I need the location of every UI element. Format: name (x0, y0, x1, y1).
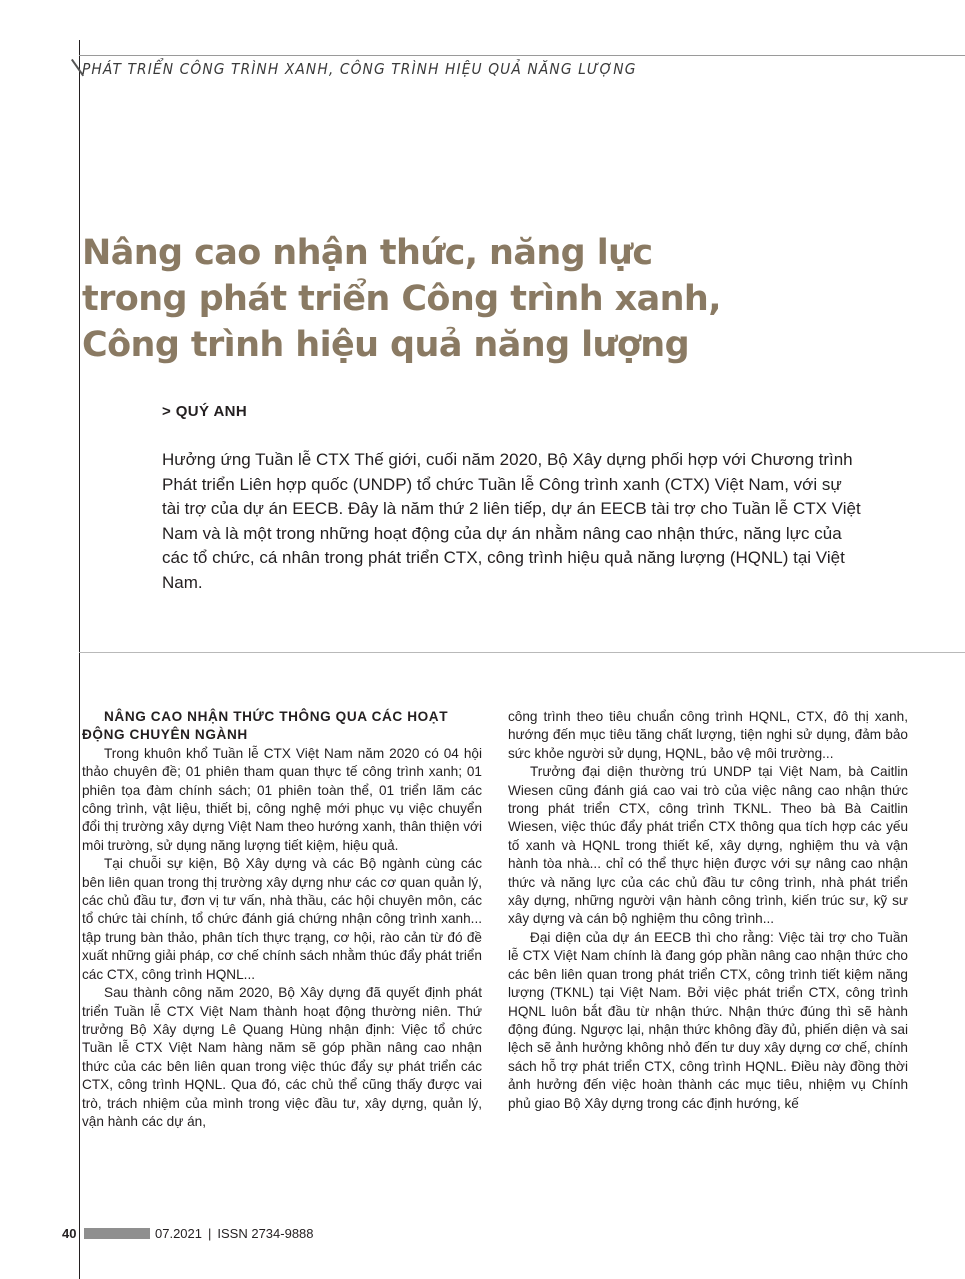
title-line-3: Công trình hiệu quả năng lượng (82, 325, 690, 365)
title-line-2: trong phát triển Công trình xanh, (82, 279, 721, 319)
running-head-text: PHÁT TRIỂN CÔNG TRÌNH XANH, CÔNG TRÌNH HIỆU QUẢ NĂNG LƯỢNG (82, 60, 637, 78)
body-paragraph: công trình theo tiêu chuẩn công trình HQNL, CTX, đô thị xanh, hướng đến mục tiêu tăng chất lượng, tiện nghi sử dụng, đảm bảo sức khỏe người sử dụng, HQNL, bảo vệ môi trường... (508, 709, 908, 761)
page-number: 40 (62, 1225, 77, 1241)
body-paragraph: Sau thành công năm 2020, Bộ Xây dựng đã quyết định phát triển Tuần lễ CTX Việt Nam thành hoạt động thường niên. Thứ trưởng Bộ Xây dựng Lê Quang Hùng nhận định: Việc tổ chức Tuần lễ CTX Việt Nam hàng năm sẽ góp phần nâng cao nhận thức của các bên liên quan trong việc thúc đẩy sự phát triển các CTX, công trình HQNL. Qua đó, các chủ thể cũng thấy được vai trò, trách nhiệm của mình trong việc đầu tư, xây dựng, quản lý, vận hành các dự án, (82, 985, 482, 1129)
body-paragraph: Trưởng đại diện thường trú UNDP tại Việt Nam, bà Caitlin Wiesen cũng đánh giá cao vai trò của việc nâng cao nhận thức trong phát triển CTX, công trình TKNL. Theo bà Bà Caitlin Wiesen, việc thúc đẩy phát triển CTX thông qua tích hợp các yếu tố xanh và HQNL trong thiết kế, xây dựng, nghiệm thu và vận hành tòa nhà... chỉ có thể thực hiện được với sự nâng cao nhận thức và năng lực của các chủ đầu tư công trình, nhà phát triển xây dựng, những người vận hành công trình, kiến trúc sư, kỹ sư xây dựng và cán bộ nghiệm thu công trình... (508, 764, 908, 927)
page-footer (62, 1225, 314, 1241)
footer-separator: | (208, 1225, 212, 1241)
column-right (508, 708, 908, 1113)
byline: > QUÝ ANH (162, 403, 248, 420)
body-paragraph: Đại diện của dự án EECB thì cho rằng: Việc tài trợ cho Tuần lễ CTX Việt Nam chính là đang góp phần nâng cao nhận thức cho các bên liên quan trong phát triển CTX, công trình tiết kiệm năng lượng (TKNL) tại Việt Nam. Bởi việc phát triển CTX, công trình HQNL luôn bắt đầu từ nhận thức. Nhận thức đúng thì sẽ hành động đúng. Ngược lại, nhận thức không đầy đủ, phiến diện và sai lệch sẽ ảnh hưởng không nhỏ đến tư duy xây dựng cơ chế, chính sách hỗ trợ phát triển CTX, công trình HQNL. Điều này đồng thời ảnh hưởng đến việc hoàn thành các mục tiêu, nhiệm vụ Chính phủ giao Bộ Xây dựng trong các định hướng, kế (508, 929, 908, 1111)
lead-paragraph: Hưởng ứng Tuần lễ CTX Thế giới, cuối năm 2020, Bộ Xây dựng phối hợp với Chương trình Phát triển Liên hợp quốc (UNDP) tổ chức Tuần lễ Công trình xanh (CTX) Việt Nam, với sự tài trợ của dự án EECB. Đây là năm thứ 2 liên tiếp, dự án EECB tài trợ cho Tuần lễ CTX Việt Nam và là một trong những hoạt động của dự án nhằm nâng cao nhận thức, năng lực của các tổ chức, cá nhân trong phát triển CTX, công trình hiệu quả năng lượng (HQNL) tại Việt Nam. (162, 450, 861, 592)
slash-icon (66, 60, 78, 78)
running-head (66, 58, 685, 80)
section-heading: NÂNG CAO NHẬN THỨC THÔNG QUA CÁC HOẠT ĐỘNG CHUYÊN NGÀNH (82, 709, 449, 743)
title-line-1: Nâng cao nhận thức, năng lực (82, 233, 653, 273)
magazine-logo-bar (84, 1228, 150, 1239)
column-left (82, 708, 482, 1131)
body-paragraph: Tại chuỗi sự kiện, Bộ Xây dựng và các Bộ ngành cùng các bên liên quan trong thị trường xây dựng như các cơ quan quản lý, các chủ đầu tư, đơn vị tư vấn, nhà thầu, các hội chuyên môn, các tổ chức tài chính, tổ chức đánh giá chứng nhận công trình xanh... tập trung bàn thảo, phân tích thực trạng, cơ hội, rào cản từ đó đề xuất những giải pháp, cơ chế chính sách nhằm thúc đẩy phát triển các CTX, công trình HQNL... (82, 856, 482, 982)
section-divider (79, 652, 965, 653)
page-edge-rule (79, 40, 80, 1279)
top-rule (79, 55, 965, 56)
issn: ISSN 2734-9888 (217, 1225, 314, 1241)
issue-date: 07.2021 (155, 1225, 202, 1241)
article-title (82, 230, 782, 368)
body-paragraph: Trong khuôn khổ Tuần lễ CTX Việt Nam năm 2020 có 04 hội thảo chuyên đề; 01 phiên tham quan thực tế công trình xanh; 01 phiên tọa đàm chính sách; 01 phiên toàn thể, 01 triển lãm các công trình, vật liệu, thiết bị, công nghệ mới phục vụ việc chuyển đổi thị trường xây dựng Việt Nam theo hướng xanh, thân thiện với môi trường, sử dụng năng lượng tiết kiệm, hiệu quả. (82, 745, 482, 853)
